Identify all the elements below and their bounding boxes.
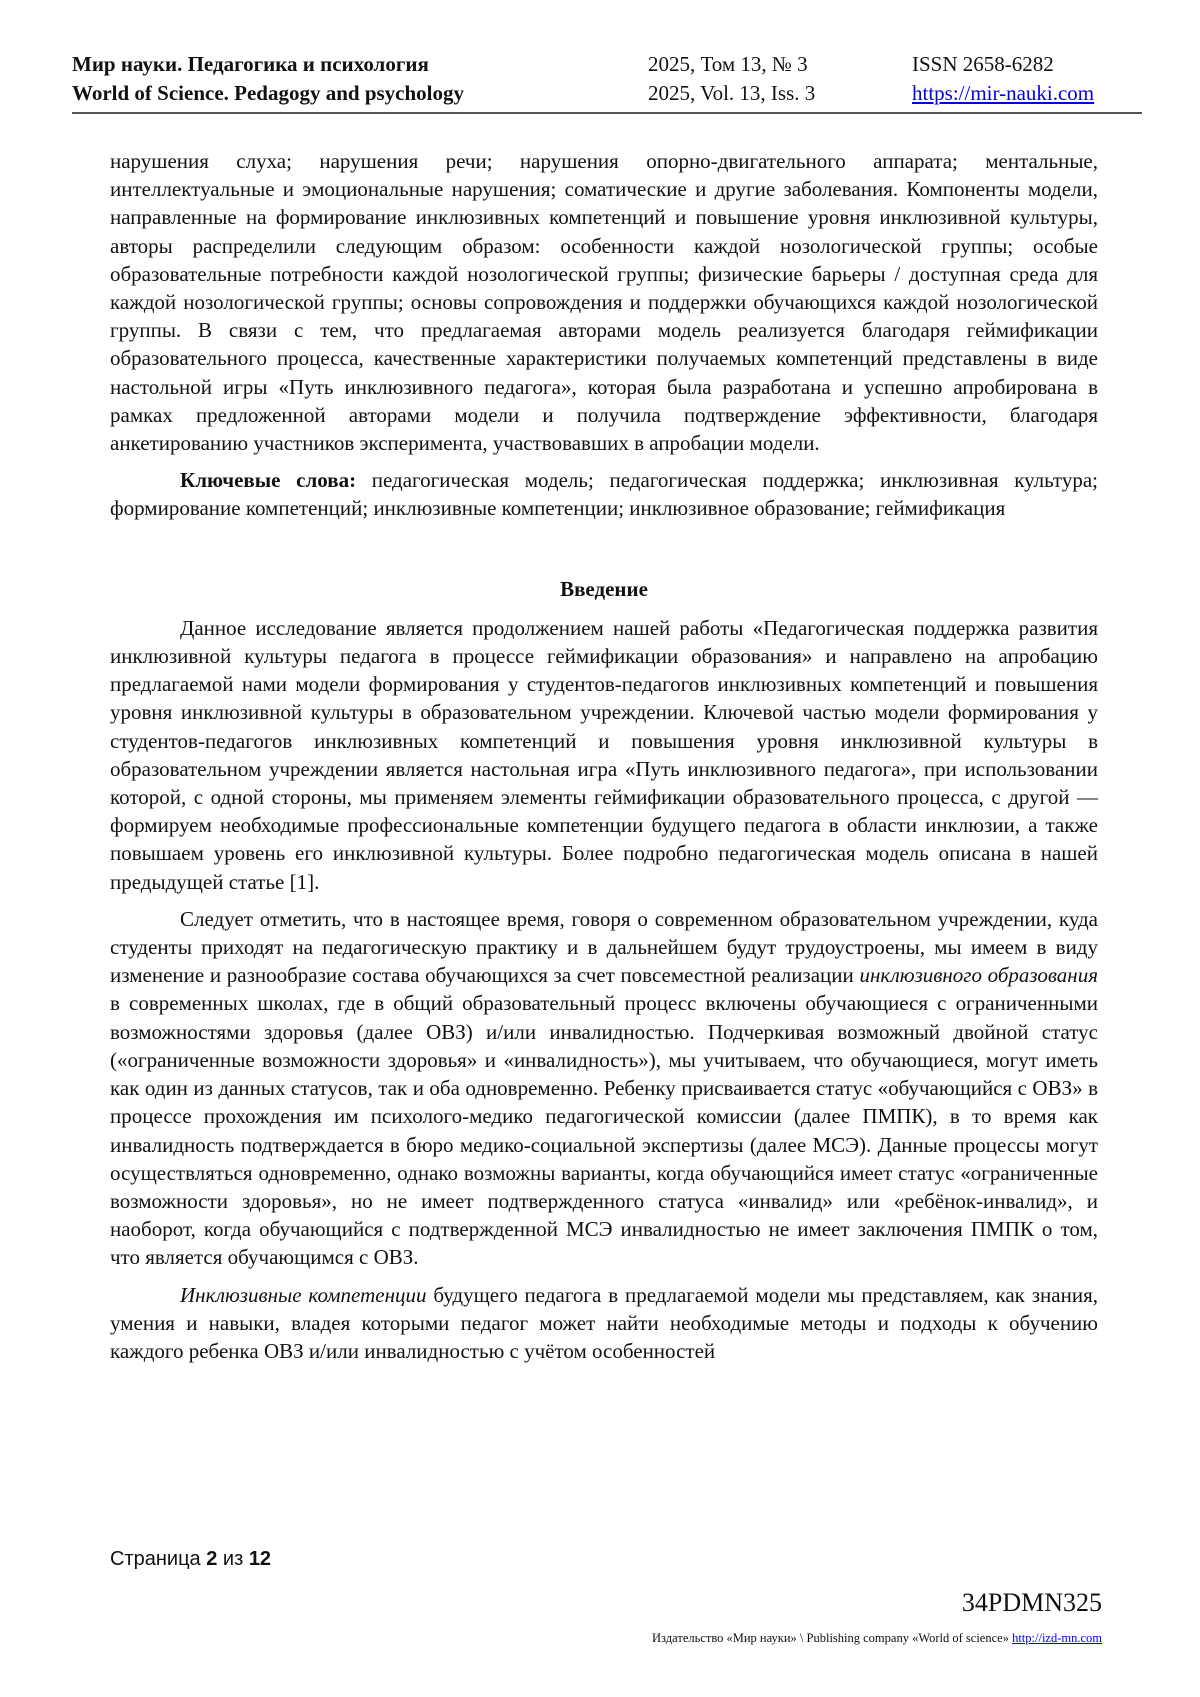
page-header [72, 50, 1142, 114]
keywords-text: педагогическая модель; педагогическая поддержка; инклюзивная культура; формирование компетенций; инклюзивные компетенции; инклюзивное образование; геймификация [110, 468, 1098, 521]
issue-en: 2025, Vol. 13, Iss. 3 [648, 81, 816, 105]
issue-ru: 2025, Том 13, № 3 [648, 52, 808, 76]
paragraph-2-italic: инклюзивного образования [859, 963, 1098, 988]
paragraph-3-text: будущего педагога в предлагаемой модели мы представляем, как знания, умения и навыки, владея которыми педагог может найти необходимые методы и подходы к обучению каждого ребенка ОВЗ и/или инвалидностью с учётом особенностей [110, 1282, 1098, 1363]
keywords-paragraph [110, 466, 1098, 522]
intro-paragraph-3 [110, 1281, 1098, 1366]
issue-info-block [648, 50, 815, 108]
intro-paragraph-2 [110, 905, 1098, 1272]
page-of: из [222, 1548, 244, 1570]
paragraph-2-part-2: в современных школах, где в общий образовательный процесс включены обучающиеся с ограниченными возможностями здоровья (далее ОВЗ) и/или инвалидностью. Подчеркивая возможный двойной статус («ограниченные возможности здоровья» и «инвалидность»), мы учитываем, что обучающиеся, могут иметь как один из данных статусов, так и оба одновременно. Ребенку присваивается статус «обучающийся с ОВЗ» в процессе прохождения им психолого-медико педагогической комиссии (далее ПМПК), в то время как инвалидность подтверждается в бюро медико-социальной экспертизы (далее МСЭ). Данные процессы могут осуществляться одновременно, однако возможны варианты, когда обучающийся имеет статус «ограниченные возможности здоровья», но не имеет подтвержденного статуса «инвалид» или «ребёнок-инвалид», и наоборот, когда обучающийся с подтвержденной МСЭ инвалидностью не имеет заключения ПМПК о том, что является обучающимся с ОВЗ. [110, 991, 1098, 1270]
page-word: Страница [110, 1548, 201, 1570]
abstract-tail: нарушения слуха; нарушения речи; нарушения опорно-двигательного аппарата; ментальные, интеллектуальные и эмоциональные нарушения; соматические и другие заболевания. Компоненты модели, направленные на формирование инклюзивных компетенций и повышение уровня инклюзивной культуры, авторы распределили следующим образом: особенности каждой нозологической группы; особые образовательные потребности каждой нозологической группы; физические барьеры / доступная среда для каждой нозологической группы; основы сопровождения и поддержки обучающихся каждой нозологической группы. В связи с тем, что предлагаемая авторами модель реализуется благодаря геймификации образовательного процесса, качественные характеристики получаемых компетенций представлены в виде настольной игры «Путь инклюзивного педагога», которая была разработана и успешно апробирована в рамках предложенной авторами модели и получила подтверждение эффективности, благодаря анкетированию участников эксперимента, участвовавших в апробации модели. [110, 149, 1098, 456]
intro-paragraph-1: Данное исследование является продолжением нашей работы «Педагогическая поддержка развития инклюзивной культуры педагога в процессе геймификации образования» и направлено на апробацию предлагаемой нами модели формирования у студентов-педагогов инклюзивных компетенций и повышения уровня инклюзивной культуры в образовательном учреждении. Ключевой частью модели формирования у студентов-педагогов инклюзивных компетенций и повышения уровня инклюзивной культуры в образовательном учреждении является настольная игра «Путь инклюзивного педагога», при использовании которой, с одной стороны, мы применяем элементы геймификации образовательного процесса, с другой — формируем необходимые профессиональные компетенции будущего педагога в области инклюзии, а также повышаем уровень его инклюзивной культуры. Более подробно педагогическая модель описана в нашей предыдущей статье [1]. [110, 615, 1098, 894]
issn: ISSN 2658-6282 [912, 52, 1054, 76]
paragraph-3-italic: Инклюзивные компетенции [180, 1282, 427, 1307]
journal-title-en: World of Science. Pedagogy and psychology [72, 81, 465, 105]
article-body [110, 147, 1098, 1374]
page-number [110, 1548, 271, 1571]
journal-title-ru: Мир науки. Педагогика и психология [72, 52, 429, 76]
keywords-label: Ключевые слова: [180, 468, 357, 493]
section-heading-introduction: Введение [560, 576, 648, 601]
journal-title-block [72, 50, 464, 108]
publisher-line [652, 1631, 1102, 1646]
paragraph-2-part-1: Следует отметить, что в настоящее время, говоря о современном образовательном учреждении, куда студенты приходят на педагогическую практику и в дальнейшем будут трудоустроены, мы имеем в виду изменение и разнообразие состава обучающихся за счет повсеместной реализации [110, 906, 1098, 988]
page-current: 2 [206, 1548, 218, 1570]
article-code: 34PDMN325 [961, 1588, 1102, 1617]
page-total: 12 [248, 1548, 272, 1570]
publisher-url-link[interactable]: http://izd-mn.com [1012, 1631, 1102, 1645]
publisher-name: Издательство «Мир науки» \ Publishing company «World of science» [652, 1631, 1009, 1645]
issn-block [912, 50, 1094, 108]
journal-url-link[interactable]: https://mir-nauki.com [912, 81, 1095, 105]
